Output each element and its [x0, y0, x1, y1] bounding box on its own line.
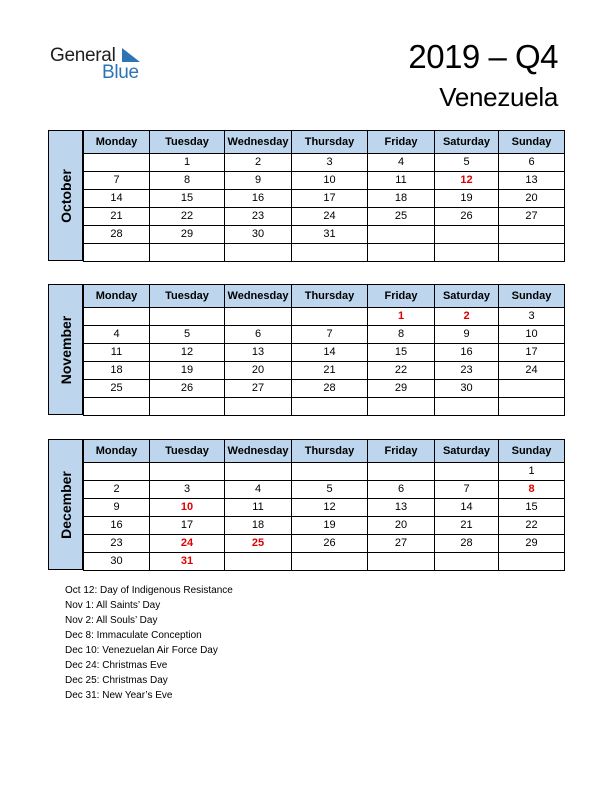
holiday-note: Dec 10: Venezuelan Air Force Day	[65, 645, 218, 656]
day-cell: 20	[225, 362, 292, 380]
weekday-header: Tuesday	[150, 131, 225, 154]
week-row	[84, 226, 565, 244]
week-row	[84, 553, 565, 571]
generalblue-logo	[50, 44, 150, 84]
weekday-header: Sunday	[499, 440, 565, 463]
holiday-note: Dec 24: Christmas Eve	[65, 660, 168, 671]
day-cell: 16	[84, 517, 150, 535]
week-row	[84, 244, 565, 262]
weekday-header: Friday	[368, 440, 435, 463]
empty-day-cell	[84, 244, 150, 262]
empty-day-cell	[84, 463, 150, 481]
empty-day-cell	[292, 398, 368, 416]
empty-day-cell	[435, 553, 499, 571]
day-cell: 15	[150, 190, 225, 208]
day-cell: 5	[150, 326, 225, 344]
holiday-note: Nov 2: All Souls’ Day	[65, 615, 158, 626]
empty-day-cell	[150, 398, 225, 416]
holiday-day-cell: 1	[368, 308, 435, 326]
day-cell: 4	[368, 154, 435, 172]
empty-day-cell	[499, 380, 565, 398]
weekday-header: Sunday	[499, 285, 565, 308]
empty-day-cell	[150, 244, 225, 262]
day-cell: 3	[292, 154, 368, 172]
day-cell: 29	[368, 380, 435, 398]
month-block-november	[48, 284, 564, 415]
weekday-header: Monday	[84, 285, 150, 308]
holiday-note: Dec 31: New Year’s Eve	[65, 690, 173, 701]
holiday-day-cell: 2	[435, 308, 499, 326]
month-label-column	[48, 130, 83, 261]
calendar-table	[83, 439, 565, 571]
month-block-december	[48, 439, 564, 570]
empty-day-cell	[499, 553, 565, 571]
country-name: Venezuela	[439, 82, 558, 112]
day-cell: 22	[150, 208, 225, 226]
day-cell: 26	[292, 535, 368, 553]
day-cell: 11	[84, 344, 150, 362]
day-cell: 7	[435, 481, 499, 499]
day-cell: 17	[499, 344, 565, 362]
week-row	[84, 326, 565, 344]
weekday-header: Sunday	[499, 131, 565, 154]
week-row	[84, 344, 565, 362]
weekday-header: Saturday	[435, 285, 499, 308]
empty-day-cell	[368, 398, 435, 416]
day-cell: 29	[150, 226, 225, 244]
day-cell: 9	[84, 499, 150, 517]
day-cell: 11	[225, 499, 292, 517]
day-cell: 4	[225, 481, 292, 499]
empty-day-cell	[225, 463, 292, 481]
day-cell: 12	[150, 344, 225, 362]
weekday-header-row	[84, 131, 565, 154]
day-cell: 12	[292, 499, 368, 517]
day-cell: 14	[292, 344, 368, 362]
day-cell: 2	[225, 154, 292, 172]
week-row	[84, 154, 565, 172]
day-cell: 22	[499, 517, 565, 535]
week-row	[84, 208, 565, 226]
holiday-day-cell: 25	[225, 535, 292, 553]
week-row	[84, 499, 565, 517]
day-cell: 25	[84, 380, 150, 398]
day-cell: 7	[84, 172, 150, 190]
day-cell: 21	[435, 517, 499, 535]
holiday-day-cell: 10	[150, 499, 225, 517]
empty-day-cell	[368, 226, 435, 244]
day-cell: 24	[292, 208, 368, 226]
day-cell: 19	[435, 190, 499, 208]
day-cell: 24	[499, 362, 565, 380]
day-cell: 23	[225, 208, 292, 226]
day-cell: 28	[292, 380, 368, 398]
day-cell: 27	[368, 535, 435, 553]
day-cell: 19	[150, 362, 225, 380]
day-cell: 30	[225, 226, 292, 244]
empty-day-cell	[225, 398, 292, 416]
day-cell: 17	[292, 190, 368, 208]
calendar-table	[83, 284, 565, 416]
day-cell: 29	[499, 535, 565, 553]
day-cell: 14	[84, 190, 150, 208]
holiday-day-cell: 24	[150, 535, 225, 553]
day-cell: 27	[225, 380, 292, 398]
empty-day-cell	[84, 308, 150, 326]
day-cell: 13	[499, 172, 565, 190]
day-cell: 13	[368, 499, 435, 517]
day-cell: 21	[292, 362, 368, 380]
week-row	[84, 362, 565, 380]
day-cell: 28	[435, 535, 499, 553]
month-label-column	[48, 284, 83, 415]
day-cell: 30	[435, 380, 499, 398]
day-cell: 20	[499, 190, 565, 208]
weekday-header: Friday	[368, 285, 435, 308]
month-name: November	[57, 315, 74, 384]
weekday-header: Monday	[84, 440, 150, 463]
empty-day-cell	[292, 308, 368, 326]
day-cell: 28	[84, 226, 150, 244]
weekday-header: Wednesday	[225, 440, 292, 463]
day-cell: 1	[499, 463, 565, 481]
weekday-header: Thursday	[292, 440, 368, 463]
month-label-column	[48, 439, 83, 570]
weekday-header: Friday	[368, 131, 435, 154]
day-cell: 5	[435, 154, 499, 172]
day-cell: 22	[368, 362, 435, 380]
day-cell: 7	[292, 326, 368, 344]
week-row	[84, 172, 565, 190]
day-cell: 6	[368, 481, 435, 499]
weekday-header: Thursday	[292, 131, 368, 154]
empty-day-cell	[225, 244, 292, 262]
week-row	[84, 481, 565, 499]
day-cell: 26	[150, 380, 225, 398]
day-cell: 18	[84, 362, 150, 380]
empty-day-cell	[368, 244, 435, 262]
day-cell: 15	[499, 499, 565, 517]
day-cell: 19	[292, 517, 368, 535]
empty-day-cell	[435, 398, 499, 416]
day-cell: 25	[368, 208, 435, 226]
day-cell: 4	[84, 326, 150, 344]
day-cell: 3	[499, 308, 565, 326]
empty-day-cell	[84, 398, 150, 416]
day-cell: 15	[368, 344, 435, 362]
empty-day-cell	[84, 154, 150, 172]
week-row	[84, 380, 565, 398]
holiday-day-cell: 12	[435, 172, 499, 190]
empty-day-cell	[435, 244, 499, 262]
day-cell: 20	[368, 517, 435, 535]
week-row	[84, 517, 565, 535]
weekday-header: Tuesday	[150, 440, 225, 463]
day-cell: 23	[84, 535, 150, 553]
week-row	[84, 535, 565, 553]
week-row	[84, 308, 565, 326]
empty-day-cell	[292, 244, 368, 262]
day-cell: 11	[368, 172, 435, 190]
day-cell: 30	[84, 553, 150, 571]
weekday-header: Saturday	[435, 131, 499, 154]
day-cell: 9	[225, 172, 292, 190]
day-cell: 10	[292, 172, 368, 190]
day-cell: 17	[150, 517, 225, 535]
empty-day-cell	[368, 463, 435, 481]
weekday-header: Monday	[84, 131, 150, 154]
day-cell: 16	[435, 344, 499, 362]
empty-day-cell	[150, 463, 225, 481]
day-cell: 1	[150, 154, 225, 172]
weekday-header-row	[84, 440, 565, 463]
day-cell: 16	[225, 190, 292, 208]
empty-day-cell	[499, 398, 565, 416]
empty-day-cell	[150, 308, 225, 326]
holiday-day-cell: 8	[499, 481, 565, 499]
day-cell: 6	[225, 326, 292, 344]
empty-day-cell	[435, 463, 499, 481]
day-cell: 14	[435, 499, 499, 517]
calendar-table	[83, 130, 565, 262]
day-cell: 26	[435, 208, 499, 226]
empty-day-cell	[292, 553, 368, 571]
holiday-note: Oct 12: Day of Indigenous Resistance	[65, 585, 233, 596]
week-row	[84, 398, 565, 416]
day-cell: 8	[150, 172, 225, 190]
day-cell: 5	[292, 481, 368, 499]
holiday-note: Dec 25: Christmas Day	[65, 675, 168, 686]
logo-blue-text: Blue	[102, 62, 139, 83]
empty-day-cell	[435, 226, 499, 244]
day-cell: 3	[150, 481, 225, 499]
logo-general-text: General	[50, 45, 116, 66]
holiday-note: Nov 1: All Saints’ Day	[65, 600, 161, 611]
month-block-october	[48, 130, 564, 261]
holiday-notes	[65, 583, 233, 703]
empty-day-cell	[292, 463, 368, 481]
holiday-note: Dec 8: Immaculate Conception	[65, 630, 202, 641]
empty-day-cell	[225, 308, 292, 326]
day-cell: 31	[292, 226, 368, 244]
day-cell: 9	[435, 326, 499, 344]
empty-day-cell	[499, 226, 565, 244]
weekday-header-row	[84, 285, 565, 308]
week-row	[84, 463, 565, 481]
month-name: December	[57, 470, 74, 539]
weekday-header: Thursday	[292, 285, 368, 308]
logo-flag-icon	[122, 48, 142, 62]
page-title: 2019 – Q4	[408, 38, 558, 75]
day-cell: 18	[225, 517, 292, 535]
day-cell: 10	[499, 326, 565, 344]
day-cell: 2	[84, 481, 150, 499]
day-cell: 27	[499, 208, 565, 226]
day-cell: 13	[225, 344, 292, 362]
day-cell: 6	[499, 154, 565, 172]
day-cell: 18	[368, 190, 435, 208]
weekday-header: Tuesday	[150, 285, 225, 308]
day-cell: 21	[84, 208, 150, 226]
empty-day-cell	[499, 244, 565, 262]
weekday-header: Wednesday	[225, 285, 292, 308]
holiday-day-cell: 31	[150, 553, 225, 571]
day-cell: 8	[368, 326, 435, 344]
weekday-header: Saturday	[435, 440, 499, 463]
day-cell: 23	[435, 362, 499, 380]
empty-day-cell	[368, 553, 435, 571]
empty-day-cell	[225, 553, 292, 571]
month-name: October	[57, 168, 74, 223]
weekday-header: Wednesday	[225, 131, 292, 154]
week-row	[84, 190, 565, 208]
